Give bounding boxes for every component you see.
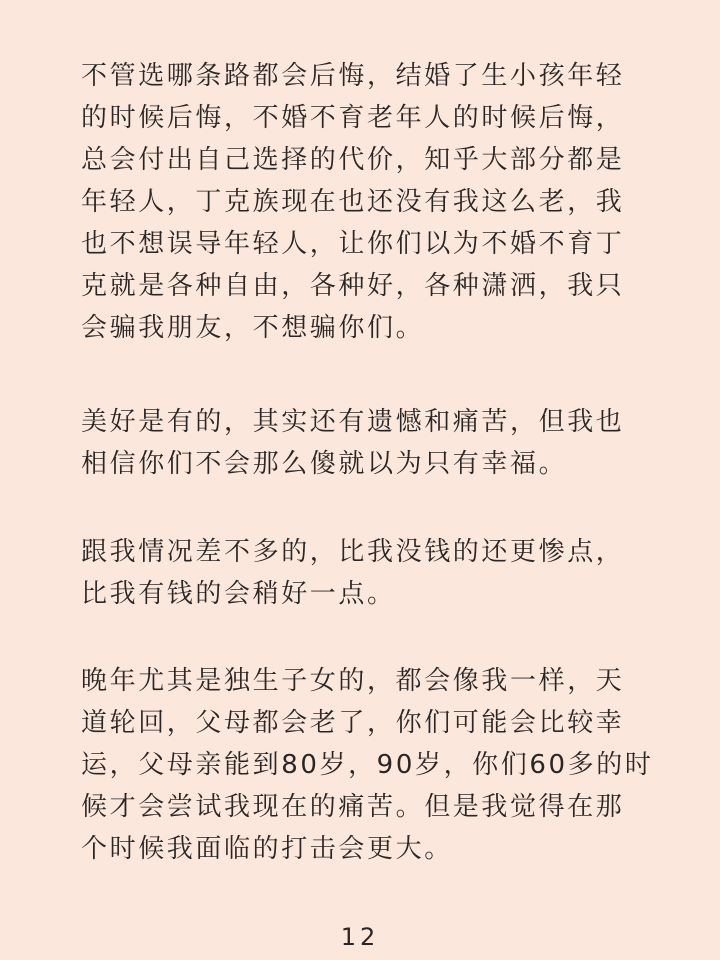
text-line: 运，父母亲能到80岁，90岁，你们60多的时 <box>81 750 654 780</box>
text-line: 候才会尝试我现在的痛苦。但是我觉得在那 <box>81 792 625 822</box>
text-line: 比我有钱的会稍好一点。 <box>81 579 396 609</box>
text-line: 的时候后悔，不婚不育老年人的时候后悔， <box>81 103 625 133</box>
text-line: 总会付出自己选择的代价，知乎大部分都是 <box>81 145 625 175</box>
text-line: 道轮回，父母都会老了，你们可能会比较幸 <box>81 708 625 738</box>
text-line: 克就是各种自由，各种好，各种潇洒，我只 <box>81 271 625 301</box>
text-line: 跟我情况差不多的，比我没钱的还更惨点， <box>81 537 625 567</box>
text-line: 个时候我面临的打击会更大。 <box>81 834 453 864</box>
text-line: 美好是有的，其实还有遗憾和痛苦，但我也 <box>81 407 625 437</box>
text-line: 年轻人，丁克族现在也还没有我这么老，我 <box>81 187 625 217</box>
text-line: 会骗我朋友，不想骗你们。 <box>81 313 425 343</box>
page-number: 12 <box>340 923 380 951</box>
text-line: 晚年尤其是独生子女的，都会像我一样，天 <box>81 666 625 696</box>
text-line: 不管选哪条路都会后悔，结婚了生小孩年轻 <box>81 61 625 91</box>
text-line: 相信你们不会那么傻就以为只有幸福。 <box>81 449 568 479</box>
text-line: 也不想误导年轻人，让你们以为不婚不育丁 <box>81 229 625 259</box>
